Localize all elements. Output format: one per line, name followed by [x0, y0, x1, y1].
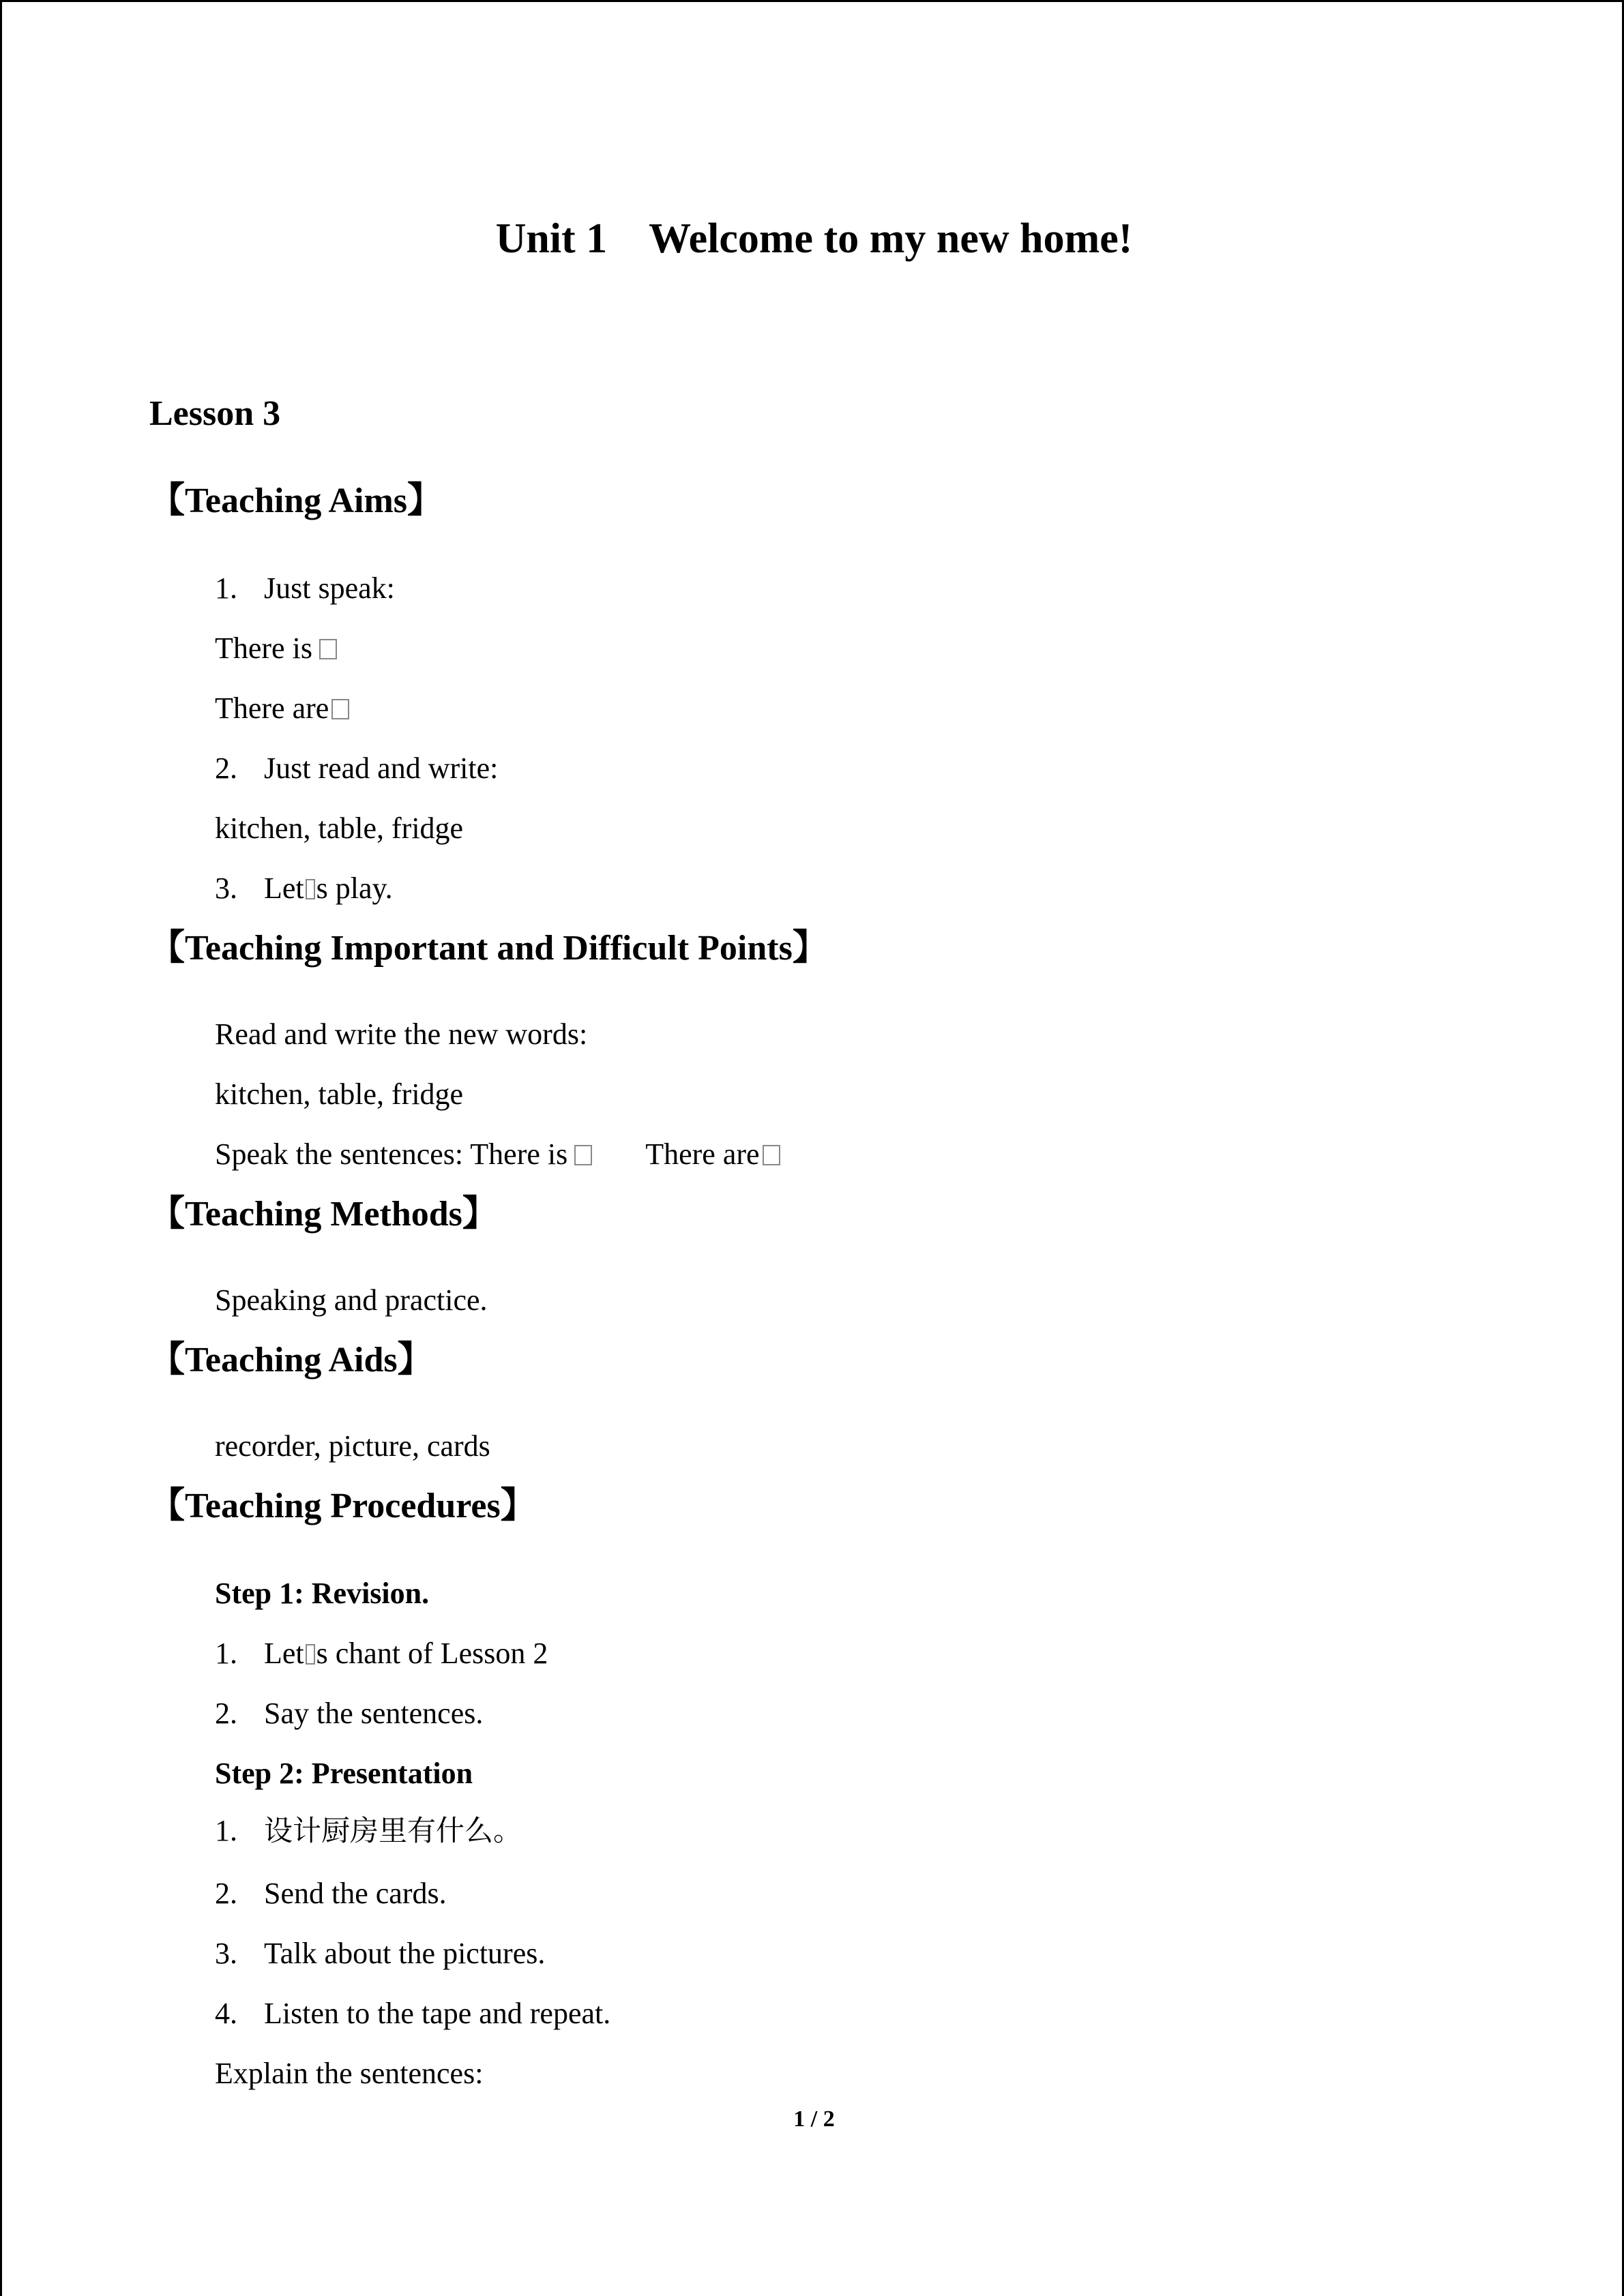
step-2-heading: Step 2: Presentation	[215, 1757, 473, 1790]
there-are-text: There are	[215, 691, 329, 725]
aims-item-2-text: Just read and write:	[264, 751, 499, 785]
aims-item-2	[215, 751, 499, 785]
list-number: 2.	[215, 1697, 237, 1730]
aims-item-3-text-a: Let	[264, 871, 304, 905]
section-heading-points: 【Teaching Important and Difficult Points】	[149, 929, 828, 968]
step-1-item-1	[215, 1639, 548, 1669]
step-2-item-2	[215, 1879, 447, 1909]
aims-words: kitchen, table, fridge	[215, 811, 464, 845]
section-heading-methods: 【Teaching Methods】	[149, 1195, 498, 1234]
step-1-item-2	[215, 1699, 483, 1729]
list-number: 2.	[215, 751, 237, 785]
step-2-item-3	[215, 1939, 545, 1969]
step-2-item-4	[215, 1999, 610, 2029]
missing-glyph-box	[319, 639, 337, 659]
step-1-item-1-text-a: Let	[264, 1637, 304, 1670]
document-title: Unit 1 Welcome to my new home!	[495, 215, 1133, 262]
aims-item-1	[215, 573, 395, 603]
list-number: 3.	[215, 871, 237, 905]
missing-glyph-box	[306, 879, 315, 899]
step-2-item-1	[215, 1816, 522, 1846]
step-2-item-2-text: Send the cards.	[264, 1877, 447, 1910]
aims-there-is	[215, 633, 337, 664]
step-1-heading: Step 1: Revision.	[215, 1577, 430, 1610]
there-is-text: There is	[215, 631, 312, 665]
missing-glyph-box	[763, 1145, 780, 1165]
explain-line: Explain the sentences:	[215, 2057, 484, 2090]
step-2-item-4-text: Listen to the tape and repeat.	[264, 1997, 611, 2030]
step-1-item-2-text: Say the sentences.	[264, 1697, 484, 1730]
speak-prefix-text: Speak the sentences: There is	[215, 1137, 568, 1171]
section-heading-procedures: 【Teaching Procedures】	[149, 1487, 536, 1525]
list-number: 2.	[215, 1877, 237, 1910]
section-heading-aids: 【Teaching Aids】	[149, 1341, 433, 1380]
lesson-heading: Lesson 3	[149, 394, 281, 433]
step-1-item-1-text-b: s chant of Lesson 2	[316, 1637, 548, 1670]
points-words: kitchen, table, fridge	[215, 1077, 464, 1111]
aims-item-3	[215, 871, 393, 905]
step-2-item-1-text: 设计厨房里有什么。	[264, 1814, 522, 1847]
methods-line-1: Speaking and practice.	[215, 1283, 488, 1317]
list-number: 4.	[215, 1997, 237, 2030]
missing-glyph-box	[306, 1644, 315, 1665]
aids-line-1: recorder, picture, cards	[215, 1429, 490, 1463]
list-number: 1.	[215, 1814, 237, 1847]
list-number: 3.	[215, 1937, 237, 1970]
list-number: 1.	[215, 1637, 237, 1670]
speak-there-are-text: There are	[645, 1137, 760, 1171]
list-number: 1.	[215, 571, 237, 605]
aims-item-3-text-b: s play.	[316, 871, 393, 905]
points-line-1: Read and write the new words:	[215, 1017, 588, 1051]
page-number: 1 / 2	[793, 2106, 835, 2132]
points-speak-line	[215, 1139, 780, 1169]
aims-item-1-text: Just speak:	[264, 571, 395, 605]
missing-glyph-box	[574, 1145, 592, 1165]
aims-there-are	[215, 691, 349, 725]
step-2-item-3-text: Talk about the pictures.	[264, 1937, 546, 1970]
missing-glyph-box	[331, 699, 349, 719]
section-heading-aims: 【Teaching Aims】	[149, 481, 443, 520]
